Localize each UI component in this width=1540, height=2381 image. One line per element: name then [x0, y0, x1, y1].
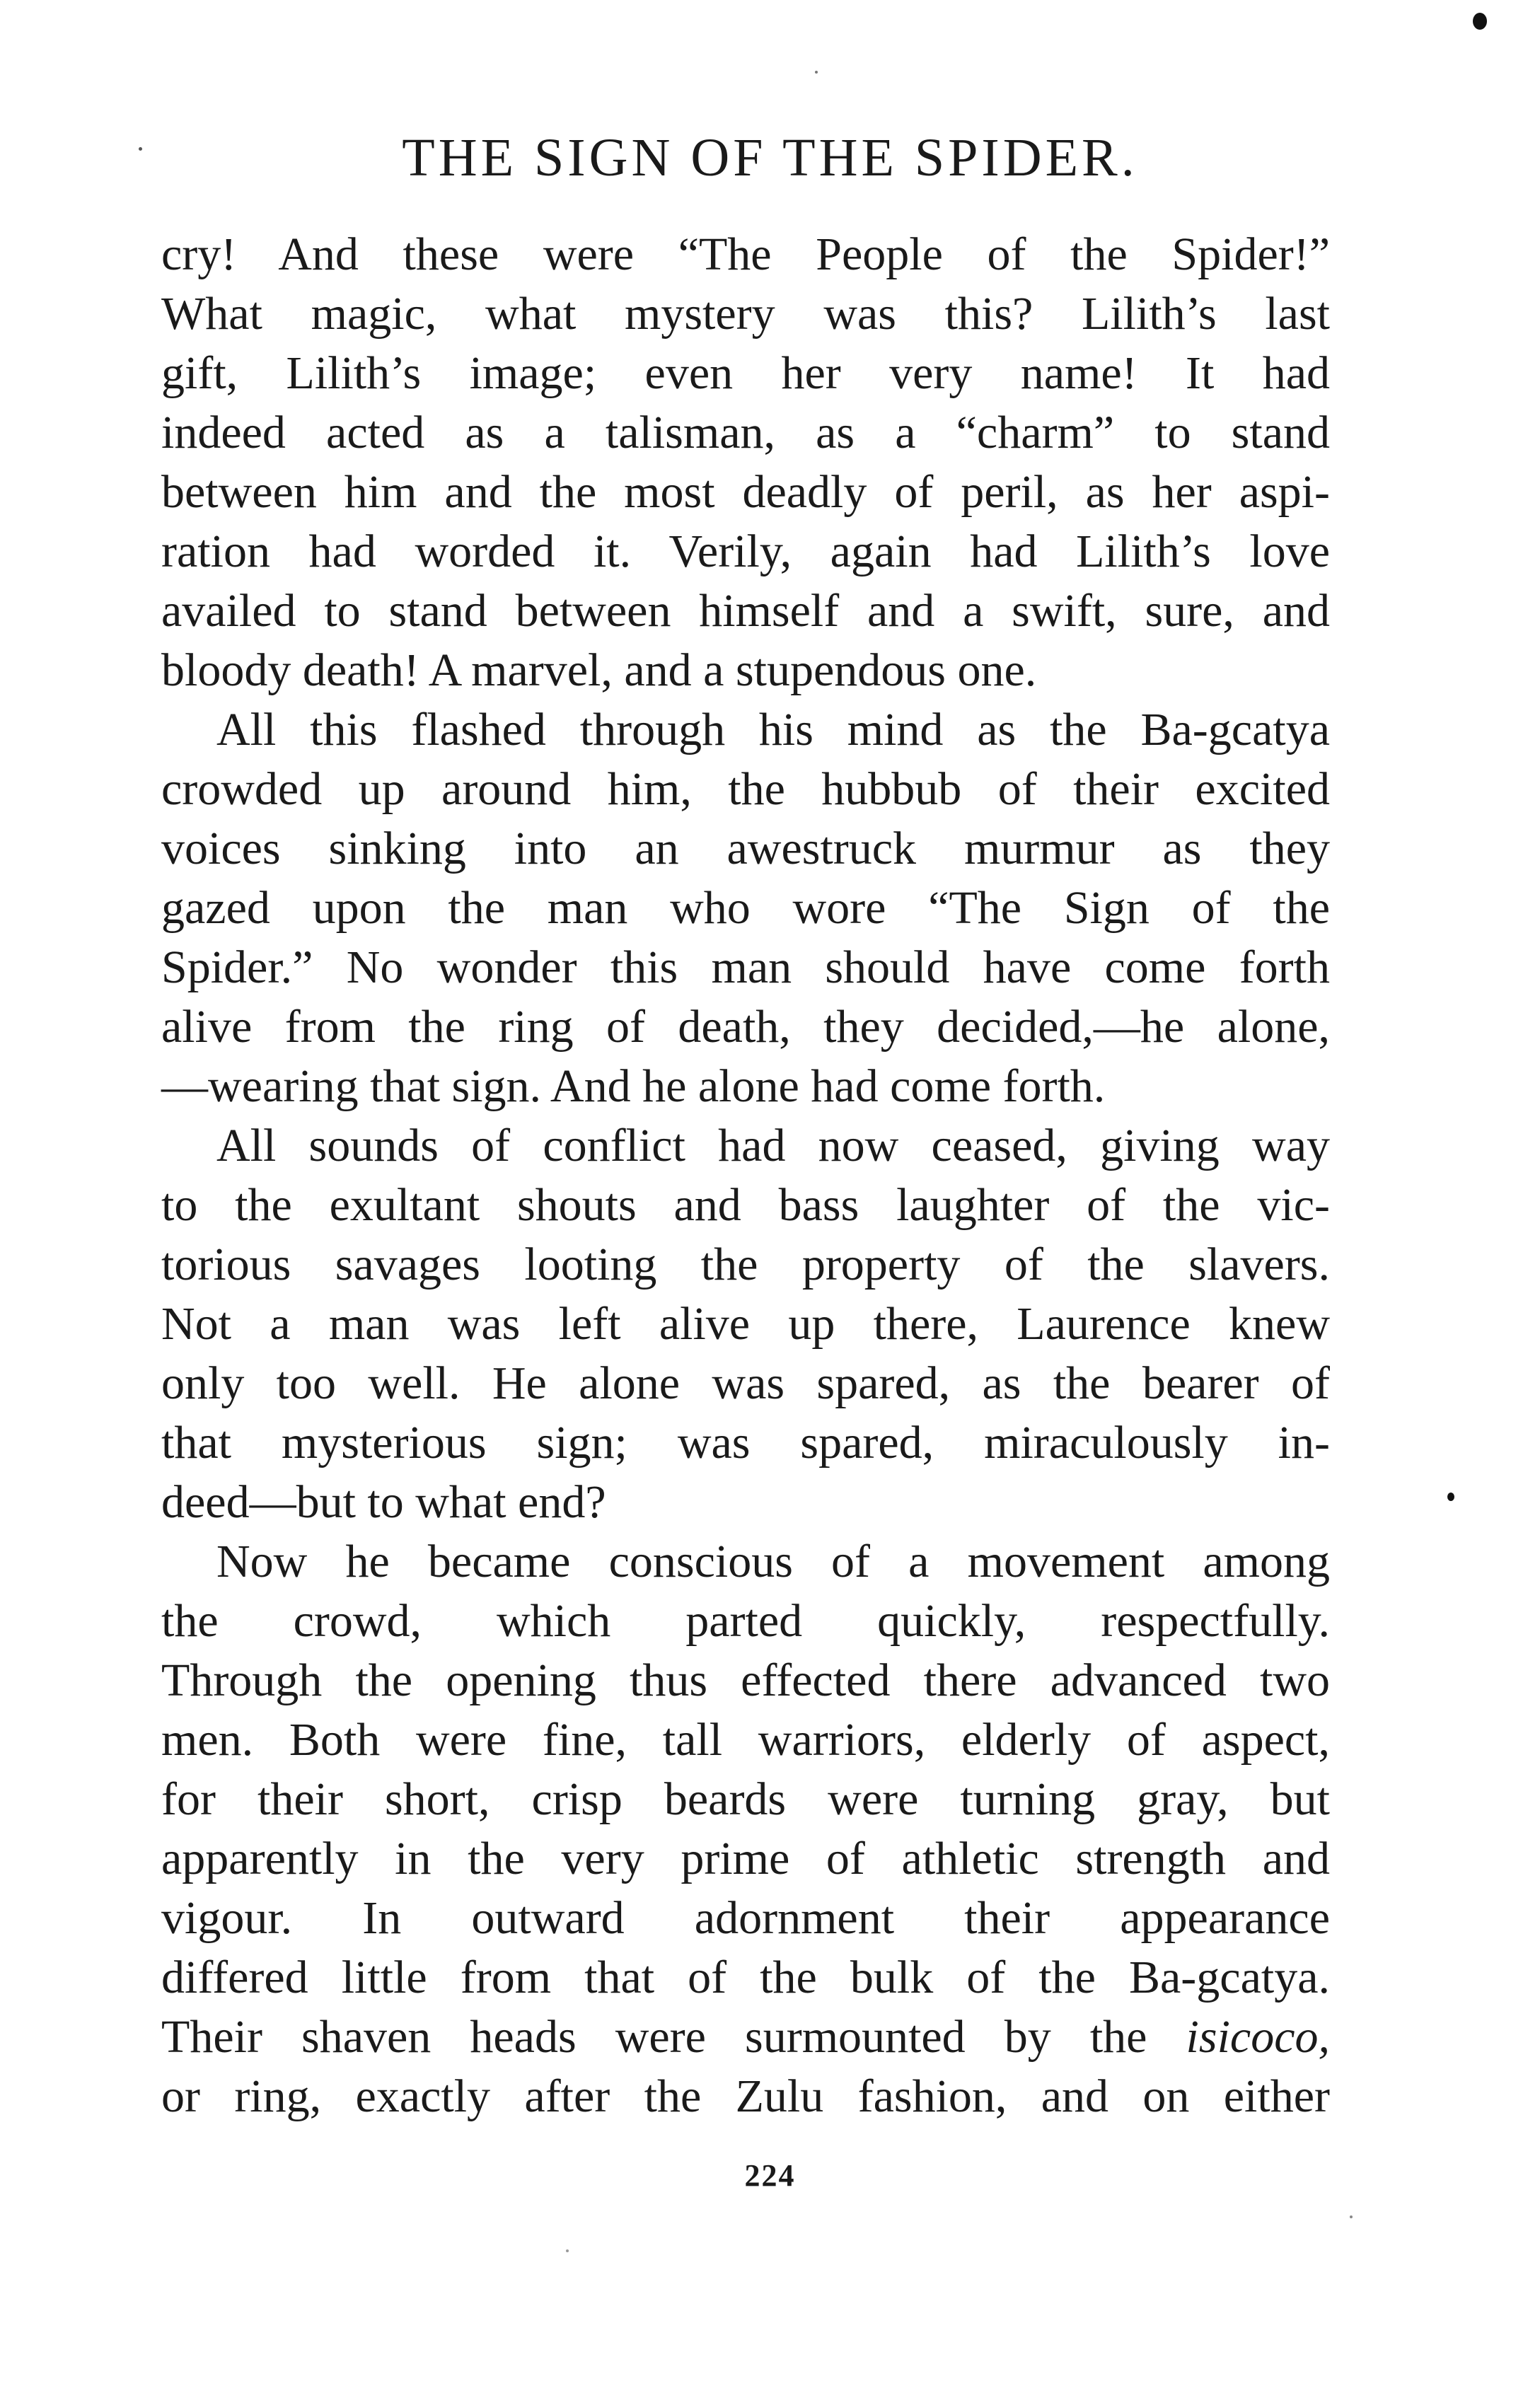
- paragraph: [161, 225, 1330, 700]
- text-line: deed—but to what end?: [161, 1476, 606, 1528]
- ink-speck: [139, 147, 142, 151]
- paragraph: [161, 700, 1330, 1116]
- running-head: THE SIGN OF THE SPIDER.: [402, 128, 1138, 187]
- ink-speck: [566, 2249, 569, 2252]
- text-line: gift, Lilith’s image; even her very name! It had: [161, 347, 1330, 399]
- ink-speck: [815, 71, 818, 74]
- text-line: ration had worded it. Verily, again had Lilith’s love: [161, 526, 1330, 577]
- text-line: that mysterious sign; was spared, miraculously in-: [161, 1417, 1330, 1468]
- text-line: bloody death! A marvel, and a stupendous one.: [161, 644, 1037, 696]
- text-line: Now he became conscious of a movement among: [216, 1536, 1330, 1587]
- text-line: All this flashed through his mind as the Ba-gcatya: [216, 704, 1330, 755]
- text-line: cry! And these were “The People of the Spider!”: [161, 228, 1330, 280]
- ink-speck: [1473, 13, 1487, 30]
- text-line: only too well. He alone was spared, as the bearer of: [161, 1357, 1330, 1409]
- text-line: indeed acted as a talisman, as a “charm” to stand: [161, 407, 1330, 458]
- text-line: men. Both were fine, tall warriors, elderly of aspect,: [161, 1714, 1330, 1766]
- text-line: for their short, crisp beards were turning gray, but: [161, 1773, 1330, 1825]
- text-line: availed to stand between himself and a swift, sure, and: [161, 585, 1330, 637]
- text-line: vigour. In outward adornment their appearance: [161, 1892, 1330, 1944]
- text-line: voices sinking into an awestruck murmur as they: [161, 823, 1330, 874]
- text-line: differed little from that of the bulk of the Ba-gcatya.: [161, 1952, 1330, 2003]
- text-line: gazed upon the man who wore “The Sign of the: [161, 882, 1330, 934]
- text-line: —wearing that sign. And he alone had come forth.: [161, 1060, 1106, 1112]
- text-line: What magic, what mystery was this? Lilith’s last: [161, 288, 1330, 340]
- paragraph: [161, 1116, 1330, 1532]
- ink-speck: [1447, 1493, 1454, 1501]
- text-line: Spider.” No wonder this man should have come forth: [161, 942, 1330, 993]
- text-line: crowded up around him, the hubbub of their excited: [161, 763, 1330, 815]
- text-line: or ring, exactly after the Zulu fashion, and on either: [161, 2070, 1330, 2122]
- text-line: alive from the ring of death, they decided,—he alone,: [161, 1001, 1330, 1053]
- text-line: apparently in the very prime of athletic strength and: [161, 1833, 1330, 1884]
- text-line: torious savages looting the property of the slavers.: [161, 1239, 1330, 1290]
- body-text: [161, 225, 1330, 2126]
- text-line: All sounds of conflict had now ceased, giving way: [216, 1120, 1330, 1171]
- text-line: the crowd, which parted quickly, respectfully.: [161, 1595, 1330, 1647]
- ink-speck: [1350, 2215, 1353, 2218]
- text-line: Through the opening thus effected there advanced two: [161, 1655, 1330, 1706]
- text-line: Not a man was left alive up there, Laurence knew: [161, 1298, 1330, 1350]
- paragraph: [161, 1532, 1330, 2126]
- italic-word: isicoco,: [1186, 2011, 1330, 2063]
- text-line: to the exultant shouts and bass laughter of the vic-: [161, 1179, 1330, 1231]
- text-line: between him and the most deadly of peril, as her aspi-: [161, 466, 1330, 518]
- page-number: 224: [744, 2158, 796, 2193]
- text-line: Their shaven heads were surmounted by the isicoco,: [161, 2011, 1330, 2063]
